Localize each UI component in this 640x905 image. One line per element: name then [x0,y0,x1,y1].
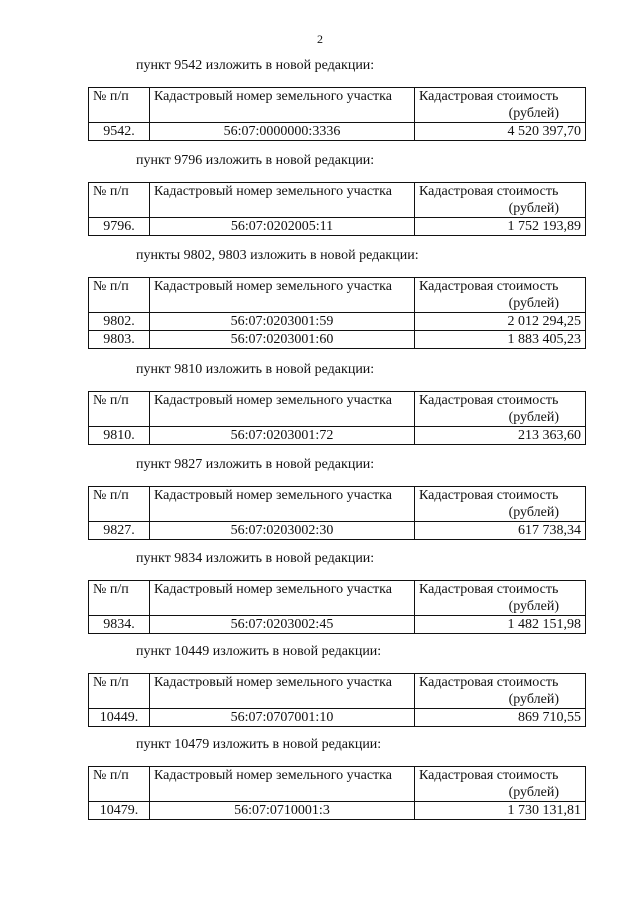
header-cadastral-cost [415,767,586,802]
header-number: № п/п [89,581,150,616]
table-row [89,123,586,141]
cell-cadastral-cost: 2 012 294,25 [415,313,586,331]
amendment-intro: пункт 9542 изложить в новой редакции: [136,58,375,73]
table-header-row [89,278,586,313]
header-cadastral-cost [415,278,586,313]
header-cadastral-cost [415,487,586,522]
cell-cadastral-number: 56:07:0203001:59 [150,313,415,331]
table-header-row [89,581,586,616]
cell-cadastral-cost: 1 883 405,23 [415,331,586,349]
header-cadastral-number: Кадастровый номер земельного участка [150,674,415,709]
table-row [89,616,586,634]
cell-number: 10449. [89,709,150,727]
header-number: № п/п [89,278,150,313]
cadastral-table [88,766,586,820]
cell-number: 9796. [89,218,150,236]
cell-number: 9827. [89,522,150,540]
header-cadastral-cost [415,88,586,123]
cell-number: 9542. [89,123,150,141]
header-number: № п/п [89,183,150,218]
header-cost-title: Кадастровая стоимость [419,89,559,104]
table-header-row [89,88,586,123]
cell-cadastral-number: 56:07:0707001:10 [150,709,415,727]
cell-cadastral-number: 56:07:0203002:45 [150,616,415,634]
cell-cadastral-number: 56:07:0203001:60 [150,331,415,349]
amendment-intro: пункт 9834 изложить в новой редакции: [136,551,375,566]
header-number: № п/п [89,767,150,802]
cell-cadastral-cost: 1 482 151,98 [415,616,586,634]
cell-number: 9802. [89,313,150,331]
header-cost-unit: (рублей) [508,505,559,520]
amendment-intro: пункт 10449 изложить в новой редакции: [136,644,382,659]
amendment-intro: пункт 9827 изложить в новой редакции: [136,457,375,472]
table-header-row [89,767,586,802]
header-cost-title: Кадастровая стоимость [419,184,559,199]
header-cost-unit: (рублей) [508,201,559,216]
page-number: 2 [317,32,323,46]
header-number: № п/п [89,392,150,427]
cell-cadastral-cost: 1 752 193,89 [415,218,586,236]
header-cadastral-number: Кадастровый номер земельного участка [150,183,415,218]
header-cadastral-number: Кадастровый номер земельного участка [150,88,415,123]
cadastral-table [88,391,586,445]
cell-number: 9810. [89,427,150,445]
cell-number: 9834. [89,616,150,634]
header-cadastral-cost [415,674,586,709]
cell-cadastral-number: 56:07:0000000:3336 [150,123,415,141]
cell-cadastral-number: 56:07:0203001:72 [150,427,415,445]
amendment-intro: пункт 9810 изложить в новой редакции: [136,362,375,377]
header-cost-unit: (рублей) [508,410,559,425]
cell-number: 9803. [89,331,150,349]
table-header-row [89,392,586,427]
header-cost-title: Кадастровая стоимость [419,393,559,408]
header-cost-title: Кадастровая стоимость [419,768,559,783]
table-row [89,709,586,727]
cadastral-table [88,486,586,540]
cell-cadastral-number: 56:07:0710001:3 [150,802,415,820]
header-cadastral-number: Кадастровый номер земельного участка [150,767,415,802]
header-cost-unit: (рублей) [508,106,559,121]
table-row [89,331,586,349]
header-cadastral-number: Кадастровый номер земельного участка [150,581,415,616]
header-cadastral-number: Кадастровый номер земельного участка [150,278,415,313]
cell-cadastral-cost: 869 710,55 [415,709,586,727]
cell-cadastral-cost: 4 520 397,70 [415,123,586,141]
header-number: № п/п [89,674,150,709]
header-cost-title: Кадастровая стоимость [419,675,559,690]
cell-cadastral-cost: 213 363,60 [415,427,586,445]
cadastral-table [88,580,586,634]
amendment-intro: пункт 10479 изложить в новой редакции: [136,737,382,752]
header-cost-unit: (рублей) [508,296,559,311]
table-row [89,218,586,236]
header-cost-title: Кадастровая стоимость [419,582,559,597]
table-header-row [89,674,586,709]
header-cadastral-cost [415,183,586,218]
header-cadastral-number: Кадастровый номер земельного участка [150,392,415,427]
header-cost-unit: (рублей) [508,692,559,707]
header-number: № п/п [89,88,150,123]
cadastral-table [88,673,586,727]
header-cost-title: Кадастровая стоимость [419,488,559,503]
cell-number: 10479. [89,802,150,820]
cadastral-table [88,87,586,141]
header-cost-unit: (рублей) [508,785,559,800]
header-cadastral-cost [415,392,586,427]
header-cost-title: Кадастровая стоимость [419,279,559,294]
cell-cadastral-cost: 1 730 131,81 [415,802,586,820]
cell-cadastral-number: 56:07:0203002:30 [150,522,415,540]
table-row [89,522,586,540]
cell-cadastral-number: 56:07:0202005:11 [150,218,415,236]
header-cadastral-number: Кадастровый номер земельного участка [150,487,415,522]
amendment-intro: пункт 9796 изложить в новой редакции: [136,153,375,168]
table-row [89,427,586,445]
amendment-intro: пункты 9802, 9803 изложить в новой редакции: [136,248,419,263]
table-header-row [89,183,586,218]
table-header-row [89,487,586,522]
header-cadastral-cost [415,581,586,616]
table-row [89,802,586,820]
header-number: № п/п [89,487,150,522]
cadastral-table [88,277,586,349]
cadastral-table [88,182,586,236]
header-cost-unit: (рублей) [508,599,559,614]
table-row [89,313,586,331]
cell-cadastral-cost: 617 738,34 [415,522,586,540]
